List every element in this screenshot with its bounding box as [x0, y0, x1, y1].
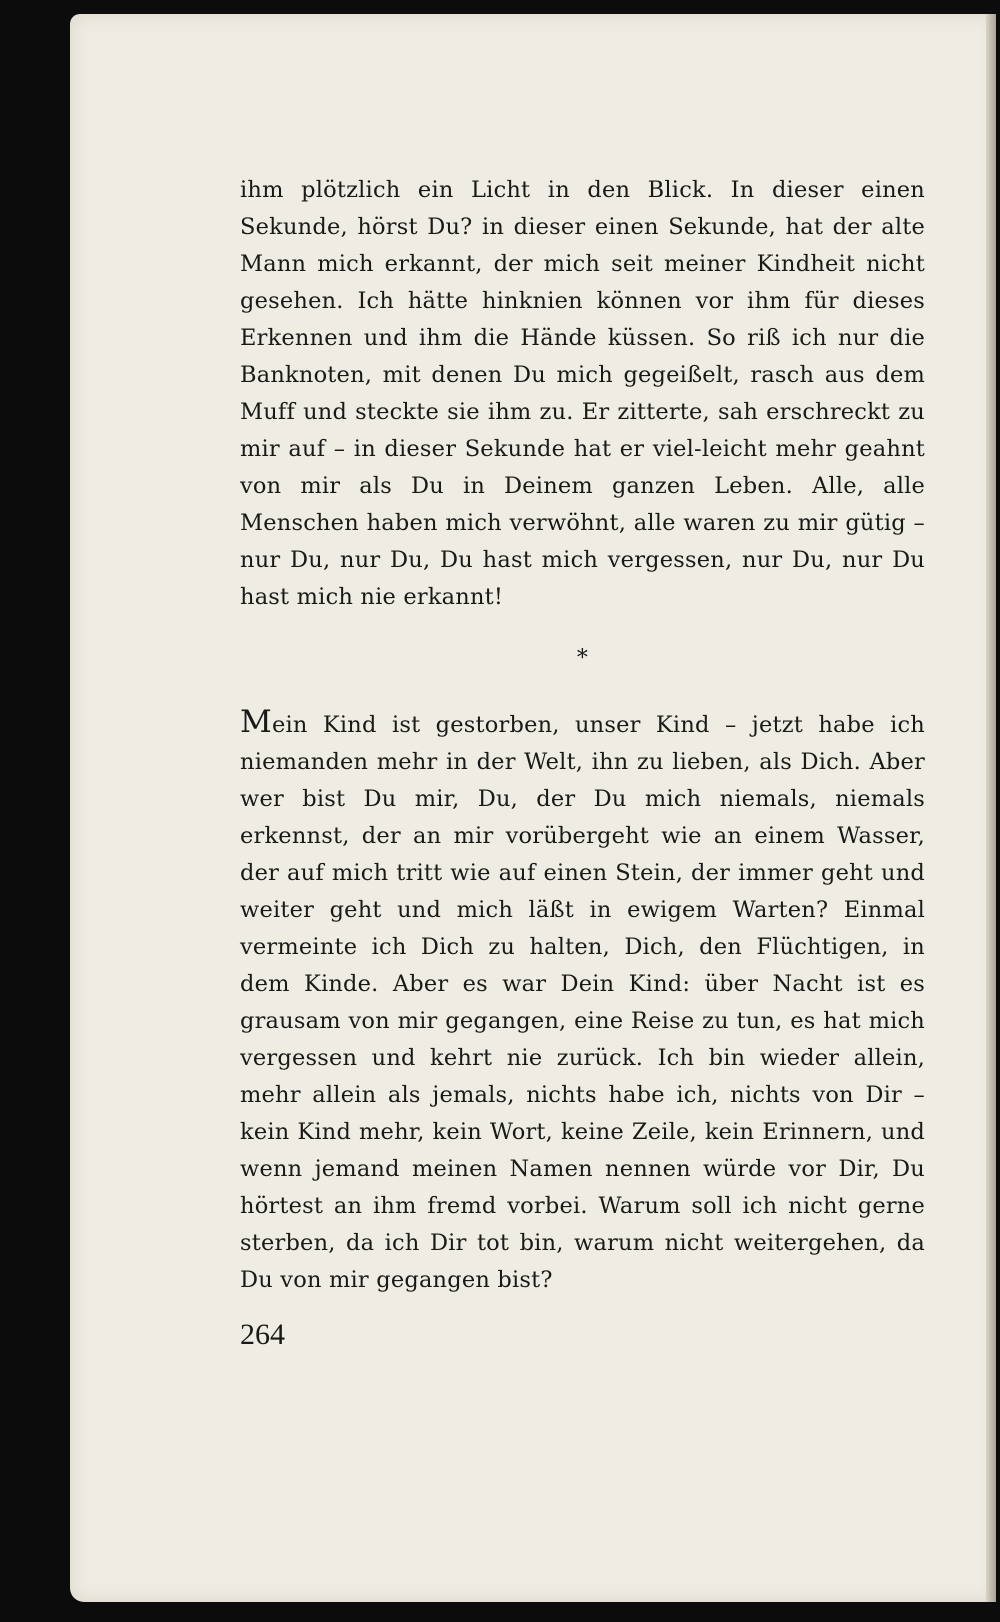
section-separator: * — [576, 646, 589, 671]
paragraph-1: ihm plötzlich ein Licht in den Blick. In dieser einen Sekunde, hörst Du? in dieser einen Sekunde, hat der alte Mann mich erkannt, der mich seit meiner Kindheit nicht gesehen. Ich hätte hinknien können vor ihm für dieses Erkennen und ihm die Hände küssen. So riß ich nur die Banknoten, mit denen Du mich gegeißelt, rasch aus dem Muff und steckte sie ihm zu. Er zitterte, sah erschreckt zu mir auf – in dieser Sekunde hat er viel-leicht mehr geahnt von mir als Du in Deinem ganzen Leben. Alle, alle Menschen haben mich verwöhnt, alle waren zu mir gütig – nur Du, nur Du, Du hast mich vergessen, nur Du, nur Du hast mich nie erkannt! — [240, 177, 925, 610]
page-edge — [986, 14, 996, 1602]
paragraph-2: Mein Kind ist gestorben, unser Kind – jetzt habe ich niemanden mehr in der Welt, ihn zu lieben, als Dich. Aber wer bist Du mir, Du, der Du mich niemals, niemals erkennst, der an mir vorübergeht wie an einem Wasser, der auf mich tritt wie auf einen Stein, der immer geht und weiter geht und mich läßt in ewigem Warten? Einmal vermeinte ich Dich zu halten, Dich, den Flüchtigen, in dem Kinde. Aber es war Dein Kind: über Nacht ist es grausam von mir gegangen, eine Reise zu tun, es hat mich vergessen und kehrt nie zurück. Ich bin wieder allein, mehr allein als jemals, nichts habe ich, nichts von Dir – kein Kind mehr, kein Wort, keine Zeile, kein Erinnern, und wenn jemand meinen Namen nennen würde vor Dir, Du hörtest an ihm fremd vorbei. Warum soll ich nicht gerne sterben, da ich Dir tot bin, warum nicht weitergehen, da Du von mir gegangen bist? — [240, 704, 925, 1293]
body-text — [240, 172, 925, 1299]
page-number: 264 — [240, 1318, 285, 1351]
